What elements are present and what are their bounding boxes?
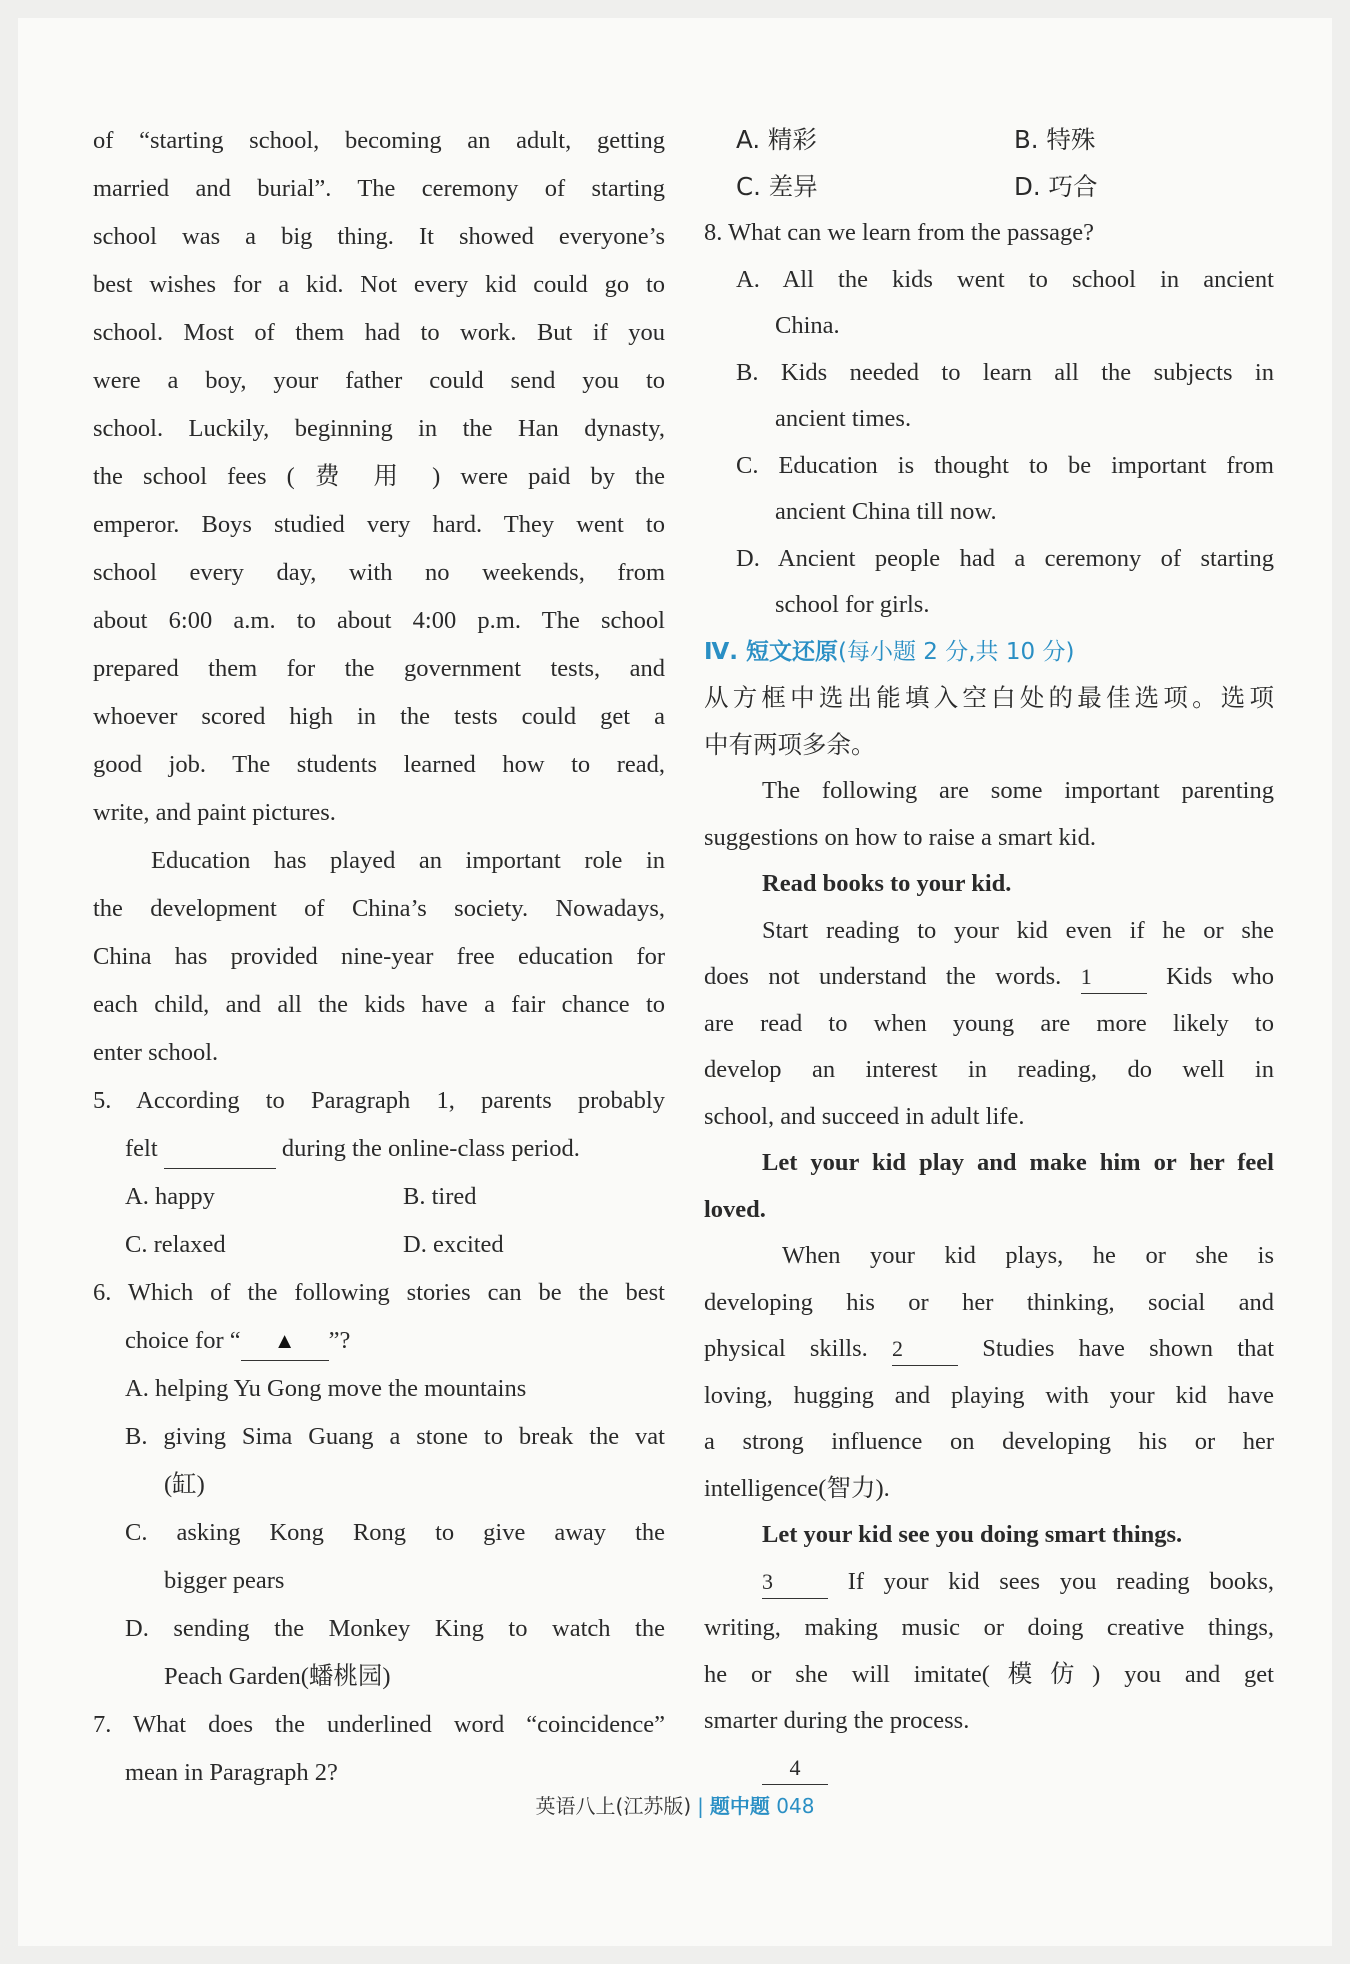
q8-option-d-cont: school for girls.: [775, 591, 930, 618]
q6-blank: [241, 1323, 329, 1361]
para-text: Kids who: [1166, 963, 1274, 990]
q8-option-b-cont: ancient times.: [775, 405, 912, 432]
passage-line: emperor. Boys studied very hard. They went to: [93, 511, 665, 538]
question-6-stem: 6. Which of the following stories can be the best: [93, 1279, 665, 1306]
para-line: [704, 1559, 1274, 1606]
subheading-play: Let your kid play and make him or her feel: [762, 1149, 1274, 1176]
subheading-play-cont: loved.: [704, 1195, 766, 1223]
para-line: [704, 1745, 1274, 1792]
para-line: smarter during the process.: [704, 1707, 970, 1734]
section-instruction: 中有两项多余。: [704, 729, 876, 759]
blank-2[interactable]: 2: [892, 1332, 958, 1366]
passage-line: write, and paint pictures.: [93, 799, 336, 826]
passage-line: of “starting school, becoming an adult, getting: [93, 127, 665, 154]
para-line: a strong influence on developing his or her: [704, 1428, 1274, 1455]
para-line: intelligence(智力).: [704, 1474, 890, 1502]
question-6-stem-line2: [93, 1317, 665, 1365]
para-line: are read to when young are more likely to: [704, 1009, 1274, 1037]
passage-line: best wishes for a kid. Not every kid could go to: [93, 271, 665, 298]
intro-line: suggestions on how to raise a smart kid.: [704, 823, 1096, 851]
para-line: When your kid plays, he or she is: [782, 1242, 1274, 1269]
passage-line: school. Luckily, beginning in the Han dynasty,: [93, 415, 665, 442]
q6-option-a[interactable]: A. helping Yu Gong move the mountains: [125, 1375, 527, 1402]
q5-option-d[interactable]: D. excited: [403, 1231, 504, 1258]
para-line: loving, hugging and playing with your kid have: [704, 1381, 1274, 1409]
question-5-stem-line2: [93, 1125, 665, 1173]
q8-option-a[interactable]: A. All the kids went to school in ancient: [736, 265, 1274, 293]
q5-option-c[interactable]: C. relaxed: [125, 1231, 226, 1258]
q5-options-row: [93, 1173, 665, 1221]
para-line: [704, 954, 1274, 1001]
q5-option-a[interactable]: A. happy: [125, 1183, 215, 1210]
para-text: If your kid sees you reading books,: [847, 1567, 1274, 1595]
passage-line: school every day, with no weekends, from: [93, 559, 665, 586]
passage-line: prepared them for the government tests, and: [93, 655, 665, 682]
section-heading: [704, 629, 1274, 676]
passage-line: about 6:00 a.m. to about 4:00 p.m. The school: [93, 607, 665, 634]
question-7-stem: [93, 1701, 665, 1749]
q7-options-row: [704, 164, 1274, 211]
book-title: 英语八上(江苏版): [535, 1794, 692, 1818]
para-line: [704, 1326, 1274, 1373]
q8-option-a-cont: China.: [775, 312, 840, 339]
para-line: writing, making music or doing creative things,: [704, 1614, 1274, 1641]
passage-line: the school fees ( 费 用 ) were paid by the: [93, 463, 665, 490]
q5-options-row: [93, 1221, 665, 1269]
footer-separator: |: [697, 1794, 704, 1818]
para-text: physical skills.: [704, 1335, 868, 1362]
right-column: [704, 117, 1274, 1791]
q6-text: choice for “: [125, 1327, 241, 1354]
blank-4[interactable]: 4: [762, 1751, 828, 1785]
q8-option-b[interactable]: B. Kids needed to learn all the subjects in: [736, 358, 1274, 386]
subheading-smart-things: Let your kid see you doing smart things.: [762, 1521, 1183, 1548]
para-line: school, and succeed in adult life.: [704, 1102, 1025, 1130]
q6-option-c[interactable]: C. asking Kong Rong to give away the: [125, 1519, 665, 1546]
triangle-marker-icon: ▲: [273, 1328, 296, 1353]
passage-line: enter school.: [93, 1039, 219, 1066]
para-line: he or she will imitate(模仿) you and get: [704, 1660, 1274, 1688]
q6-option-b[interactable]: B. giving Sima Guang a stone to break the vat: [125, 1423, 665, 1450]
passage-line: good job. The students learned how to read,: [93, 751, 665, 778]
para-text: Studies have shown that: [982, 1335, 1275, 1362]
q6-option-c-cont: bigger pears: [164, 1567, 285, 1594]
q8-option-c-cont: ancient China till now.: [775, 498, 997, 525]
section-points: (每小题 2 分,共 10 分): [838, 638, 1075, 665]
q7-option-c[interactable]: C. 差异: [736, 171, 818, 201]
question-7-stem-line2: mean in Paragraph 2?: [125, 1759, 338, 1786]
subheading-read-books: Read books to your kid.: [762, 870, 1012, 897]
intro-line: The following are some important parenting: [762, 777, 1274, 804]
passage-line: were a boy, your father could send you to: [93, 367, 665, 394]
passage-line: Education has played an important role in: [151, 847, 665, 874]
series-brand: 题中题: [709, 1794, 770, 1818]
passage-line: married and burial”. The ceremony of starting: [93, 175, 665, 202]
blank-3[interactable]: 3: [762, 1565, 828, 1599]
q5-text: during the online-class period.: [281, 1135, 580, 1162]
q6-text: ”?: [328, 1327, 351, 1354]
page-number: 048: [776, 1794, 815, 1818]
q6-option-b-cont: (缸): [164, 1471, 205, 1498]
passage-line: the development of China’s society. Nowadays,: [93, 895, 665, 922]
passage-line: school. Most of them had to work. But if you: [93, 319, 665, 346]
para-line: Start reading to your kid even if he or she: [762, 916, 1274, 944]
q7-underlined-word: “coincidence”: [526, 1711, 666, 1738]
page-footer: [0, 1790, 1350, 1819]
question-5-stem: 5. According to Paragraph 1, parents probably: [93, 1087, 665, 1114]
section-instruction: 从方框中选出能填入空白处的最佳选项。选项: [704, 683, 1274, 712]
passage-line: whoever scored high in the tests could get a: [93, 703, 665, 730]
question-8-stem: 8. What can we learn from the passage?: [704, 219, 1095, 246]
q6-option-d[interactable]: D. sending the Monkey King to watch the: [125, 1615, 665, 1642]
q5-text: felt: [125, 1135, 158, 1162]
q7-options-row: [704, 117, 1274, 164]
q5-option-b[interactable]: B. tired: [403, 1183, 477, 1210]
passage-line: school was a big thing. It showed everyone’s: [93, 223, 665, 250]
q6-option-d-cont: Peach Garden(蟠桃园): [164, 1663, 391, 1690]
passage-line: China has provided nine-year free education for: [93, 943, 665, 970]
para-line: developing his or her thinking, social and: [704, 1288, 1274, 1316]
q8-option-d[interactable]: D. Ancient people had a ceremony of starting: [736, 544, 1274, 572]
q7-option-b[interactable]: B. 特殊: [1014, 125, 1096, 154]
q7-option-d[interactable]: D. 巧合: [1014, 171, 1098, 201]
q7-option-a[interactable]: A. 精彩: [736, 125, 817, 154]
para-text: does not understand the words.: [704, 963, 1062, 990]
q8-option-c[interactable]: C. Education is thought to be important from: [736, 451, 1274, 479]
para-line: develop an interest in reading, do well in: [704, 1056, 1274, 1083]
q5-blank[interactable]: [164, 1131, 276, 1169]
q7-text: 7. What does the underlined word: [93, 1711, 505, 1738]
blank-1[interactable]: 1: [1081, 960, 1147, 994]
section-title: Ⅳ. 短文还原: [704, 638, 839, 665]
passage-line: each child, and all the kids have a fair chance to: [93, 991, 665, 1018]
left-column: [93, 117, 665, 1797]
